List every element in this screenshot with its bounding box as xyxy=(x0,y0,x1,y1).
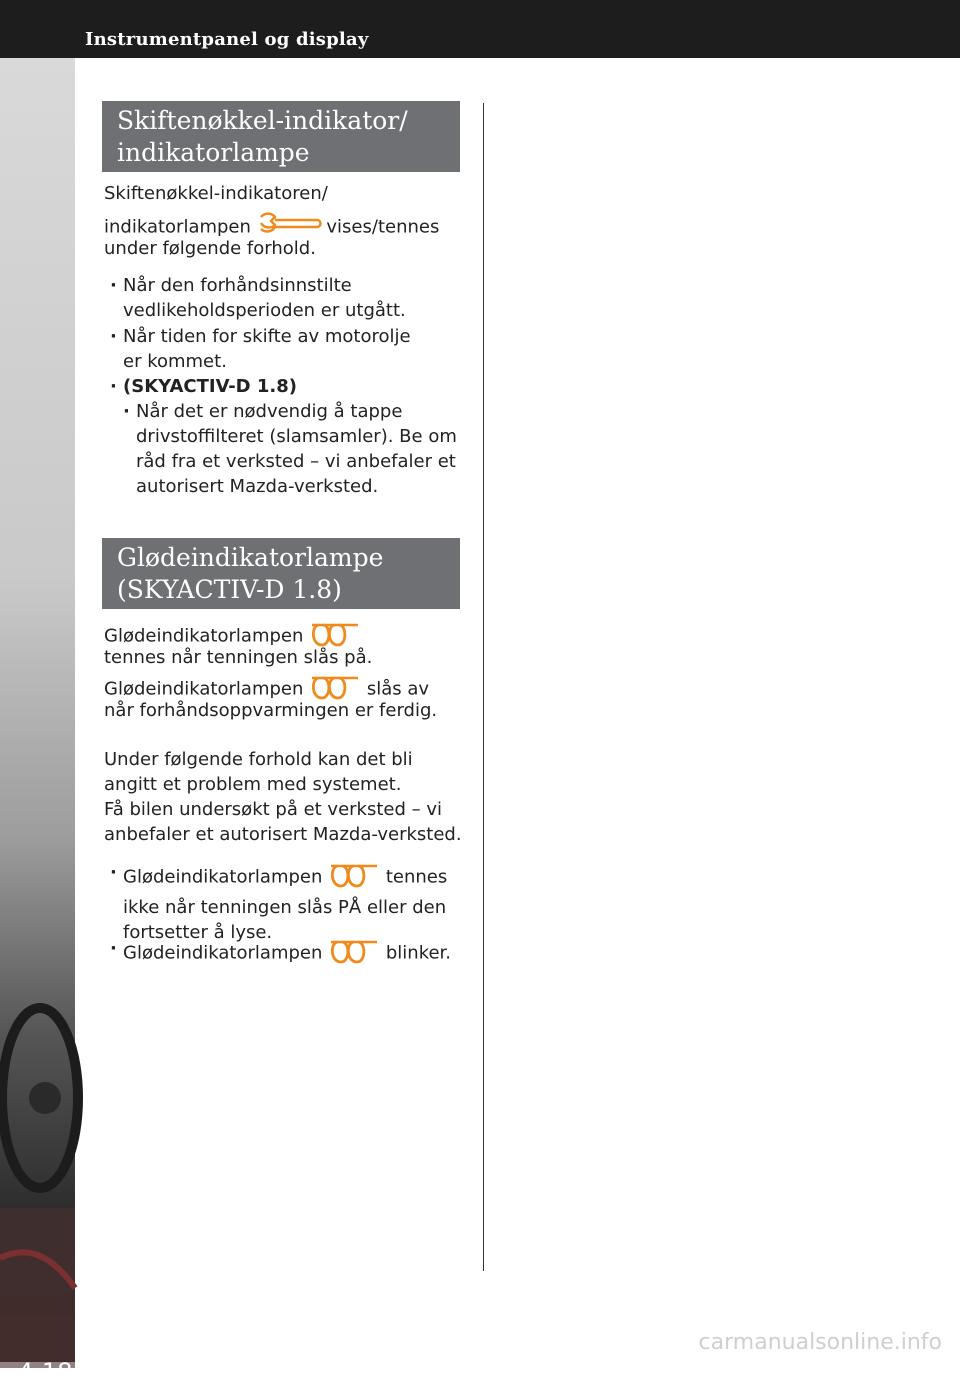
text-span: Glødeindikatorlampen xyxy=(104,625,304,647)
paragraph-line: under følgende forhold. xyxy=(104,238,316,259)
page-number: 4-18 xyxy=(18,1358,73,1386)
list-item-line: · Når tiden for skifte av motorolje xyxy=(123,326,411,347)
paragraph-line: anbefaler et autorisert Mazda-verksted. xyxy=(104,824,462,845)
watermark: carmanualsonline.info xyxy=(698,1330,942,1355)
list-item-line: råd fra et verksted – vi anbefaler et xyxy=(136,451,456,472)
section-heading-wrench xyxy=(102,101,460,172)
paragraph-line: Få bilen undersøkt på et verksted – vi xyxy=(104,799,443,820)
text-span: indikatorlampen xyxy=(104,216,251,238)
text-span: Glødeindikatorlampen xyxy=(104,678,304,700)
left-photo-strip xyxy=(0,58,75,1386)
list-item xyxy=(110,936,460,971)
glow-plug-icon xyxy=(328,936,380,971)
list-item-line: ikke når tenningen slås PÅ eller den xyxy=(123,897,447,918)
paragraph-line: angitt et problem med systemet. xyxy=(104,774,402,795)
list-item xyxy=(110,860,460,945)
paragraph-line: Under følgende forhold kan det bli xyxy=(104,749,413,770)
paragraph-line: tennes når tenningen slås på. xyxy=(104,647,373,668)
heading-line: (SKYACTIV-D 1.8) xyxy=(117,575,342,604)
heading-line: Skiftenøkkel-indikator/ xyxy=(117,106,408,135)
list-item-line: autorisert Mazda-verksted. xyxy=(136,476,379,497)
text-span: Glødeindikatorlampen xyxy=(123,866,323,888)
list-item-line: · Når det er nødvendig å tappe xyxy=(136,401,403,422)
list-item-line xyxy=(123,936,460,971)
heading-line: indikatorlampe xyxy=(117,138,310,167)
chapter-title: Instrumentpanel og display xyxy=(85,29,369,50)
list-item xyxy=(110,374,460,399)
list-item-line: · (SKYACTIV-D 1.8) xyxy=(123,376,297,397)
list-item-line: vedlikeholdsperioden er utgått. xyxy=(123,300,406,321)
list-item xyxy=(110,273,460,323)
list-item-line: fortsetter å lyse. xyxy=(123,922,273,943)
text-span: vises/tennes xyxy=(326,216,440,238)
list-item-line: er kommet. xyxy=(123,351,227,372)
heading-line: Glødeindikatorlampe xyxy=(117,543,384,572)
paragraph-line: når forhåndsoppvarmingen er ferdig. xyxy=(104,700,438,721)
glow-plug-icon xyxy=(328,860,380,895)
column-divider xyxy=(483,103,484,1271)
dashboard-photo-graphic xyxy=(0,58,75,1362)
text-span: blinker. xyxy=(385,942,452,964)
text-span: slås av xyxy=(366,678,430,700)
top-bar xyxy=(0,0,960,58)
list-item xyxy=(110,324,460,374)
list-item-line: drivstoffilteret (slamsamler). Be om xyxy=(136,426,457,447)
sub-list-item xyxy=(123,399,463,499)
list-item-line: · Når den forhåndsinnstilte xyxy=(123,275,352,296)
list-item-line xyxy=(123,860,460,895)
text-span: tennes xyxy=(385,866,448,888)
text-span: Glødeindikatorlampen xyxy=(123,942,323,964)
section-heading-glow xyxy=(102,538,460,609)
paragraph-line: Skiftenøkkel-indikatoren/ xyxy=(104,183,328,204)
